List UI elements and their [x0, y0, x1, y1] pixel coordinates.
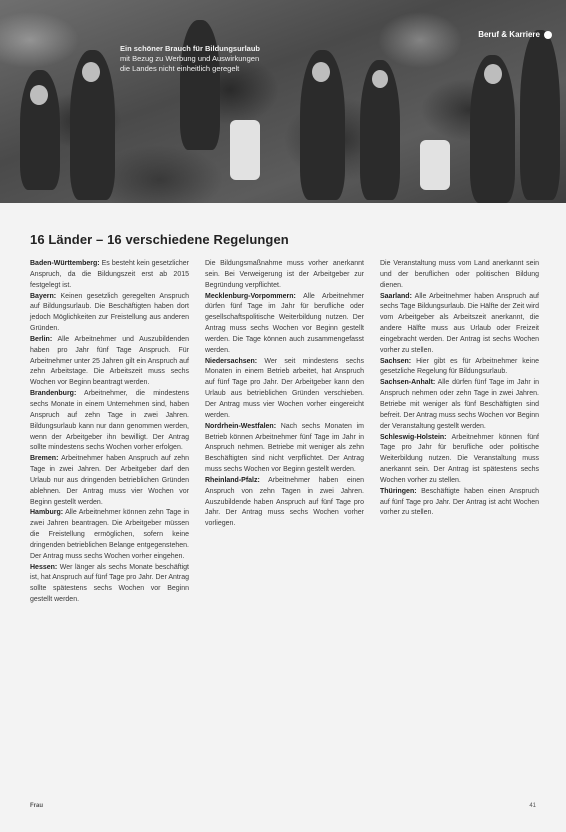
photo-head: [484, 64, 502, 84]
state-text: Keinen gesetzlich geregelten Anspruch auf Bildungsurlaub. Die Beschäftigten haben dort jedoch Möglichkeiten zur Freistellung aus anderen Gründen.: [30, 292, 189, 333]
state-paragraph: [380, 292, 539, 357]
state-paragraph: [205, 259, 364, 292]
state-text: Wer länger als sechs Monate beschäftigt ist, hat Anspruch auf fünf Tage pro Jahr. Der Antrag sollte spätestens sechs Wochen vor Beginn gestellt werden.: [30, 563, 189, 604]
state-paragraph: [380, 487, 539, 520]
state-name: Thüringen:: [380, 487, 417, 495]
state-paragraph: [205, 476, 364, 530]
footer-brand: Frau: [30, 803, 44, 809]
page-footer: [30, 803, 536, 809]
state-name: Hamburg:: [30, 509, 64, 517]
section-tag: [478, 30, 552, 39]
state-name: Berlin:: [30, 335, 53, 343]
caption-title: Ein schöner Brauch für Bildungsurlaub: [120, 44, 261, 53]
photo-person: [520, 30, 560, 200]
bullet-dot-icon: [544, 31, 552, 39]
state-name: Niedersachsen:: [205, 357, 258, 365]
state-paragraph: [205, 422, 364, 476]
article-column: [205, 259, 364, 606]
state-name: Schleswig-Holstein:: [380, 433, 447, 441]
state-text: Alle Arbeitnehmer können zehn Tage in zwei Jahren beantragen. Die Arbeitgeber müssen die Freistellung ermöglichen, sofern keine dringenden betrieblichen Belange entgegenstehen. Der Antrag muss sechs Wochen vorher eingehen.: [30, 509, 189, 560]
caption-line: mit Bezug zu Werbung und Auswirkungen: [120, 54, 260, 63]
state-name: Rheinland-Pfalz:: [205, 476, 260, 484]
photo-head: [82, 62, 100, 82]
state-paragraph: [30, 454, 189, 508]
state-name: Baden-Württemberg:: [30, 260, 100, 267]
state-paragraph: [205, 357, 364, 422]
state-text: Hier gibt es für Arbeitnehmer keine gesetzliche Regelung für Bildungsurlaub.: [380, 357, 539, 376]
photo-shirt: [230, 120, 260, 180]
state-paragraph: [30, 335, 189, 389]
state-text: Arbeitnehmer haben Anspruch auf zehn Tage in zwei Jahren. Der Arbeitgeber darf den Urlaub nur aus dringenden betrieblichen Gründen ablehnen. Der Antrag muss vier Wochen vor Beginn gestellt werden.: [30, 455, 189, 506]
state-text: Es besteht kein gesetzlicher Anspruch, da die Bildungszeit erst ab 2015 festgelegt ist.: [30, 260, 189, 289]
article-title: 16 Länder – 16 verschiedene Regelungen: [30, 232, 289, 247]
state-name: Sachsen:: [380, 357, 412, 365]
state-paragraph: [380, 378, 539, 432]
state-name: Sachsen-Anhalt:: [380, 379, 436, 387]
caption-line: die Landes nicht einheitlich geregelt: [120, 64, 240, 73]
photo-shirt: [420, 140, 450, 190]
state-text: Wer seit mindestens sechs Monaten in einem Betrieb arbeitet, hat Anspruch auf fünf Tage pro Jahr. Der Arbeitgeber kann den Urlaub aus betrieblichen Gründen verschieben. Der Antrag muss vier Wochen vorher eingereicht werden.: [205, 357, 364, 419]
state-text: Beschäftigte haben einen Anspruch auf fünf Tage pro Jahr. Der Antrag ist acht Wochen vorher zu stellen.: [380, 487, 539, 517]
state-text: Alle Arbeitnehmer dürfen fünf Tage im Jahr für berufliche oder gesellschaftspolitische Weiterbildung nutzen. Der Antrag muss sechs Wochen vor Beginn gestellt werden. Die Tage können auch zusammengefasst werden.: [205, 292, 364, 354]
state-text: Arbeitnehmer können fünf Tage pro Jahr für berufliche oder politische Weiterbildung nutzen. Die Veranstaltung muss anerkannt sein. Der Antrag ist spätestens sechs Wochen vorher zu stellen.: [380, 433, 539, 484]
state-text: Alle dürfen fünf Tage im Jahr in Anspruch nehmen oder zehn Tage in zwei Jahren. Betriebe mit weniger als fünf Beschäftigten sind befreit. Der Antrag muss sechs Wochen vor Beginn der Veranstaltung gestellt werden.: [380, 379, 539, 430]
photo-head: [30, 85, 48, 105]
state-text: Die Veranstaltung muss vom Land anerkannt sein und der beruflichen oder politischen Bildung dienen.: [380, 260, 539, 289]
section-tag-label: Beruf & Karriere: [478, 30, 540, 39]
state-name: Nordrhein-Westfalen:: [205, 422, 277, 430]
state-paragraph: [30, 389, 189, 454]
state-paragraph: [205, 292, 364, 357]
photo-head: [372, 70, 388, 88]
state-text: Arbeitnehmer haben einen Anspruch von zehn Tagen in zwei Jahren. Auszubildende haben Anspruch auf fünf Tage pro Jahr. Der Antrag muss sechs Wochen vorher vorliegen.: [205, 476, 364, 528]
photo-head: [312, 62, 330, 82]
state-paragraph: [380, 433, 539, 487]
state-text: Die Bildungsmaßnahme muss vorher anerkannt sein. Bei Verweigerung ist der Arbeitgeber zur Begründung verpflichtet.: [205, 260, 364, 289]
state-name: Mecklenburg-Vorpommern:: [205, 292, 296, 300]
state-name: Saarland:: [380, 292, 412, 300]
photo-caption: [120, 44, 290, 74]
state-paragraph: [30, 292, 189, 335]
photo-person: [180, 20, 220, 150]
state-name: Brandenburg:: [30, 390, 77, 398]
state-text: Alle Arbeitnehmer haben Anspruch auf sechs Tage Bildungsurlaub. Die Hälfte der Zeit wird vom Arbeitgeber als Arbeitszeit anerkannt, die andere Hälfte muss aus Urlaub oder Freizeit eingebracht werden. Der Antrag ist sechs Wochen vorher zu stellen.: [380, 292, 539, 354]
state-name: Hessen:: [30, 563, 58, 571]
state-text: Arbeitnehmer, die mindestens sechs Monate in einem Unternehmen sind, haben Anspruch auf zehn Tage in zwei Jahren. Bildungsurlaub kann nur dann genommen werden, wenn der Arbeitgeber ihn bewilligt. Der Antrag sollte mindestens sechs Wochen vorher erfolgen.: [30, 390, 189, 452]
state-paragraph: [30, 259, 189, 292]
header-photo: [0, 0, 566, 203]
page-number: 41: [529, 803, 536, 809]
state-name: Bayern:: [30, 292, 57, 300]
article-columns: [30, 259, 540, 606]
state-name: Bremen:: [30, 455, 59, 463]
state-paragraph: [380, 357, 539, 379]
state-paragraph: [30, 563, 189, 606]
state-paragraph: [380, 259, 539, 292]
article: [30, 232, 540, 606]
article-column: [30, 259, 189, 606]
state-text: Alle Arbeitnehmer und Auszubildenden haben pro Jahr fünf Tage Anspruch. Für Arbeitnehmer unter 25 Jahren gilt ein Anspruch auf zehn Arbeitstage. Die Arbeitszeit muss sechs Wochen vor Beginn beantragt werden.: [30, 335, 189, 387]
state-paragraph: [30, 508, 189, 562]
article-column: [380, 259, 539, 606]
state-text: Nach sechs Monaten im Betrieb können Arbeitnehmer fünf Tage im Jahr in Anspruch nehmen. Betriebe mit weniger als zehn Beschäftigten sind nicht verpflichtet. Der Antrag muss sechs Wochen vor Beginn gestellt werden.: [205, 422, 364, 474]
